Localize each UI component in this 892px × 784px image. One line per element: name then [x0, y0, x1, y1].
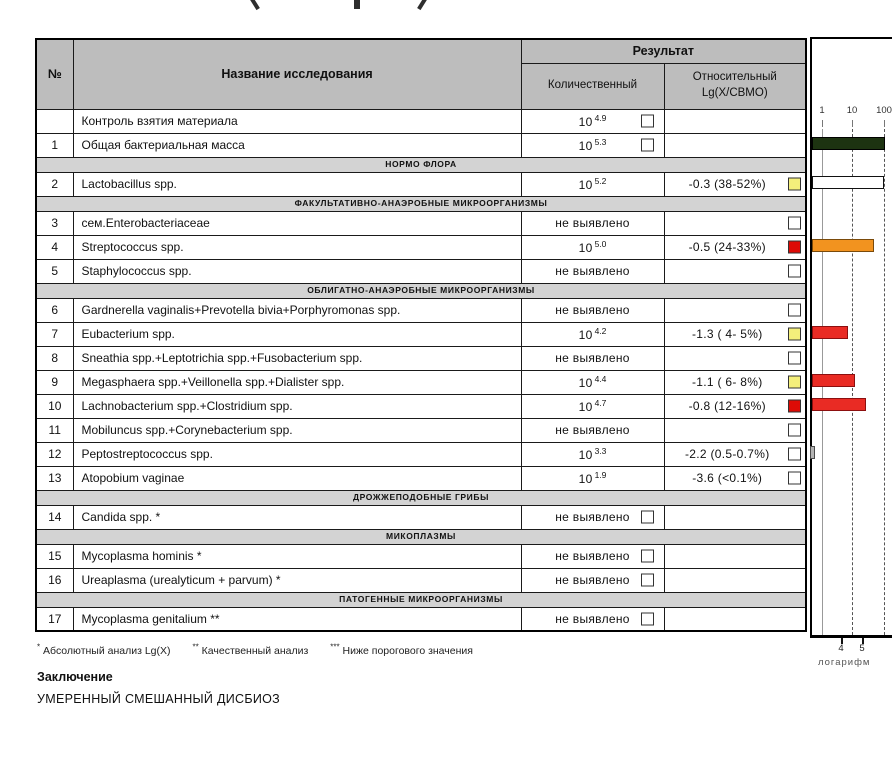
relative-value: -0.3 (38-52%): [664, 172, 806, 196]
chart-bar: [812, 239, 874, 252]
chart-top-tick-1: 1: [819, 105, 825, 116]
col-header-result: Результат: [521, 39, 806, 63]
table-row: [36, 418, 806, 442]
quantitative-value: [521, 235, 664, 259]
quantitative-text: не выявлено: [555, 510, 630, 524]
table-row: [36, 322, 806, 346]
relative-value: [664, 259, 806, 283]
chart-bar: [812, 137, 885, 150]
result-status-checkbox[interactable]: [788, 400, 801, 413]
quantitative-text: не выявлено: [555, 351, 630, 365]
relative-value: -2.2 (0.5-0.7%): [664, 442, 806, 466]
relative-value: -1.3 ( 4- 5%): [664, 322, 806, 346]
chart-top-border: [810, 37, 892, 39]
footnote-item: *** Ниже порогового значения: [330, 642, 473, 657]
test-name: Streptococcus spp.: [73, 235, 521, 259]
table-row: [36, 259, 806, 283]
quantitative-value: [521, 568, 664, 592]
test-name: Общая бактериальная масса: [73, 133, 521, 157]
section-band-label: ДРОЖЖЕПОДОБНЫЕ ГРИБЫ: [36, 490, 806, 505]
table-row: [36, 568, 806, 592]
relative-abundance-chart: [810, 37, 892, 677]
test-name: Lachnobacterium spp.+Clostridium spp.: [73, 394, 521, 418]
table-row: [36, 346, 806, 370]
test-name: Mobiluncus spp.+Corynebacterium spp.: [73, 418, 521, 442]
result-status-checkbox[interactable]: [788, 328, 801, 341]
clipped-title-fragment: [250, 0, 260, 10]
col-header-quantitative: Количественный: [521, 63, 664, 109]
row-number: 4: [36, 235, 73, 259]
chart-bar: [812, 326, 848, 339]
bottom-tick-label-4: 4: [838, 643, 844, 654]
row-number: 6: [36, 298, 73, 322]
quantitative-value: [521, 370, 664, 394]
quantitative-value: [521, 109, 664, 133]
clipped-title-fragment: [417, 0, 427, 10]
result-status-checkbox[interactable]: [788, 424, 801, 437]
quantitative-text: 10 $^{5.0}$: [578, 239, 607, 255]
quantitative-text: 10 $^{1.9}$: [578, 470, 607, 486]
quantitative-value: [521, 442, 664, 466]
test-name: сем.Enterobacteriaceae: [73, 211, 521, 235]
row-number: 11: [36, 418, 73, 442]
test-name: Peptostreptococcus spp.: [73, 442, 521, 466]
relative-value: [664, 607, 806, 631]
test-name: Mycoplasma genitalium **: [73, 607, 521, 631]
quantitative-text: 10 $^{5.2}$: [578, 176, 607, 192]
test-name: Staphylococcus spp.: [73, 259, 521, 283]
col-header-relative: [664, 63, 806, 109]
relative-value: [664, 568, 806, 592]
row-number: 15: [36, 544, 73, 568]
relative-value: [664, 109, 806, 133]
tick-mark: [822, 120, 823, 127]
footnotes: [37, 642, 495, 657]
quantitative-text: не выявлено: [555, 216, 630, 230]
quantitative-value: [521, 133, 664, 157]
chart-bar: [812, 176, 884, 189]
table-row: [36, 298, 806, 322]
chart-top-tick-100: 100: [876, 105, 892, 116]
quantitative-value: [521, 544, 664, 568]
quantitative-text: не выявлено: [555, 264, 630, 278]
table-row: [36, 505, 806, 529]
col-header-number: №: [36, 39, 73, 109]
table-row: [36, 211, 806, 235]
chart-x-axis: [810, 635, 892, 638]
chart-bar: [812, 374, 855, 387]
col-header-relative-line2: Lg(X/СВМО): [701, 87, 768, 99]
result-status-checkbox[interactable]: [641, 139, 654, 152]
table-row: [36, 394, 806, 418]
conclusion-text: УМЕРЕННЫЙ СМЕШАННЫЙ ДИСБИОЗ: [37, 692, 280, 706]
table-row: [36, 466, 806, 490]
row-number: 3: [36, 211, 73, 235]
quantitative-value: [521, 505, 664, 529]
result-status-checkbox[interactable]: [788, 265, 801, 278]
result-status-checkbox[interactable]: [788, 304, 801, 317]
relative-value: [664, 133, 806, 157]
clipped-title-fragment: [354, 0, 360, 9]
chart-bar: [812, 398, 866, 411]
quantitative-value: [521, 394, 664, 418]
test-name: Lactobacillus spp.: [73, 172, 521, 196]
test-name: Sneathia spp.+Leptotrichia spp.+Fusobacterium spp.: [73, 346, 521, 370]
quantitative-text: не выявлено: [555, 303, 630, 317]
tick-mark: [852, 120, 853, 127]
chart-bar: [810, 446, 815, 459]
result-status-checkbox[interactable]: [641, 574, 654, 587]
result-status-checkbox[interactable]: [788, 241, 801, 254]
quantitative-value: [521, 298, 664, 322]
relative-value: [664, 346, 806, 370]
table-row: [36, 544, 806, 568]
quantitative-value: [521, 211, 664, 235]
quantitative-value: [521, 346, 664, 370]
result-status-checkbox[interactable]: [788, 217, 801, 230]
col-header-name: Название исследования: [73, 39, 521, 109]
table-row: [36, 235, 806, 259]
test-name: Megasphaera spp.+Veillonella spp.+Dialister spp.: [73, 370, 521, 394]
col-header-relative-line1: Относительный: [692, 71, 777, 84]
tick-mark: [884, 120, 885, 127]
row-number: [36, 109, 73, 133]
table-row: [36, 172, 806, 196]
row-number: 13: [36, 466, 73, 490]
result-status-checkbox[interactable]: [788, 448, 801, 461]
quantitative-text: 10 $^{4.4}$: [578, 374, 607, 390]
relative-value: [664, 298, 806, 322]
test-name: Candida spp. *: [73, 505, 521, 529]
section-band-label: ПАТОГЕННЫЕ МИКРООРГАНИЗМЫ: [36, 592, 806, 607]
quantitative-value: [521, 259, 664, 283]
result-status-checkbox[interactable]: [641, 115, 654, 128]
result-status-checkbox[interactable]: [788, 376, 801, 389]
section-band-label: НОРМО ФЛОРА: [36, 157, 806, 172]
result-status-checkbox[interactable]: [641, 550, 654, 563]
quantitative-text: 10 $^{4.7}$: [578, 398, 607, 414]
relative-value: -1.1 ( 6- 8%): [664, 370, 806, 394]
quantitative-text: не выявлено: [555, 611, 630, 626]
result-status-checkbox[interactable]: [788, 472, 801, 485]
relative-value: [664, 211, 806, 235]
quantitative-text: 10 $^{3.3}$: [578, 446, 607, 462]
row-number: 2: [36, 172, 73, 196]
row-number: 5: [36, 259, 73, 283]
row-number: 7: [36, 322, 73, 346]
result-status-checkbox[interactable]: [788, 352, 801, 365]
table-row: [36, 370, 806, 394]
quantitative-text: 10 $^{4.2}$: [578, 326, 607, 342]
row-number: 12: [36, 442, 73, 466]
relative-value: -0.5 (24-33%): [664, 235, 806, 259]
gridline-100: [884, 129, 885, 635]
row-number: 9: [36, 370, 73, 394]
chart-axis-label: логарифм: [818, 657, 871, 668]
test-name: Gardnerella vaginalis+Prevotella bivia+Porphyromonas spp.: [73, 298, 521, 322]
relative-value: [664, 505, 806, 529]
test-name: Контроль взятия материала: [73, 109, 521, 133]
result-status-checkbox[interactable]: [788, 178, 801, 191]
row-number: 8: [36, 346, 73, 370]
test-name: Ureaplasma (urealyticum + parvum) *: [73, 568, 521, 592]
section-band-label: ФАКУЛЬТАТИВНО-АНАЭРОБНЫЕ МИКРООРГАНИЗМЫ: [36, 196, 806, 211]
result-status-checkbox[interactable]: [641, 612, 654, 625]
quantitative-text: не выявлено: [555, 423, 630, 437]
row-number: 16: [36, 568, 73, 592]
bottom-tick-label-5: 5: [859, 643, 865, 654]
row-number: 17: [36, 607, 73, 631]
quantitative-value: [521, 172, 664, 196]
quantitative-value: [521, 418, 664, 442]
result-status-checkbox[interactable]: [641, 511, 654, 524]
row-number: 14: [36, 505, 73, 529]
results-table: [35, 38, 807, 632]
section-band-label: МИКОПЛАЗМЫ: [36, 529, 806, 544]
test-name: Eubacterium spp.: [73, 322, 521, 346]
quantitative-text: 10 $^{4.9}$: [578, 113, 607, 129]
table-row: [36, 607, 806, 631]
row-number: 1: [36, 133, 73, 157]
footnote-item: ** Качественный анализ: [192, 642, 309, 657]
quantitative-text: 10 $^{5.3}$: [578, 137, 607, 153]
quantitative-text: не выявлено: [555, 549, 630, 563]
footnote-item: * Абсолютный анализ Lg(X): [37, 642, 171, 657]
relative-value: -3.6 (<0.1%): [664, 466, 806, 490]
quantitative-value: [521, 466, 664, 490]
test-name: Atopobium vaginae: [73, 466, 521, 490]
quantitative-value: [521, 607, 664, 631]
quantitative-value: [521, 322, 664, 346]
table-row: [36, 133, 806, 157]
table-row: [36, 109, 806, 133]
table-row: [36, 442, 806, 466]
conclusion-heading: Заключение: [37, 670, 113, 684]
relative-value: [664, 544, 806, 568]
relative-value: -0.8 (12-16%): [664, 394, 806, 418]
chart-top-tick-10: 10: [846, 105, 858, 116]
row-number: 10: [36, 394, 73, 418]
quantitative-text: не выявлено: [555, 573, 630, 587]
test-name: Mycoplasma hominis *: [73, 544, 521, 568]
relative-value: [664, 418, 806, 442]
section-band-label: ОБЛИГАТНО-АНАЭРОБНЫЕ МИКРООРГАНИЗМЫ: [36, 283, 806, 298]
